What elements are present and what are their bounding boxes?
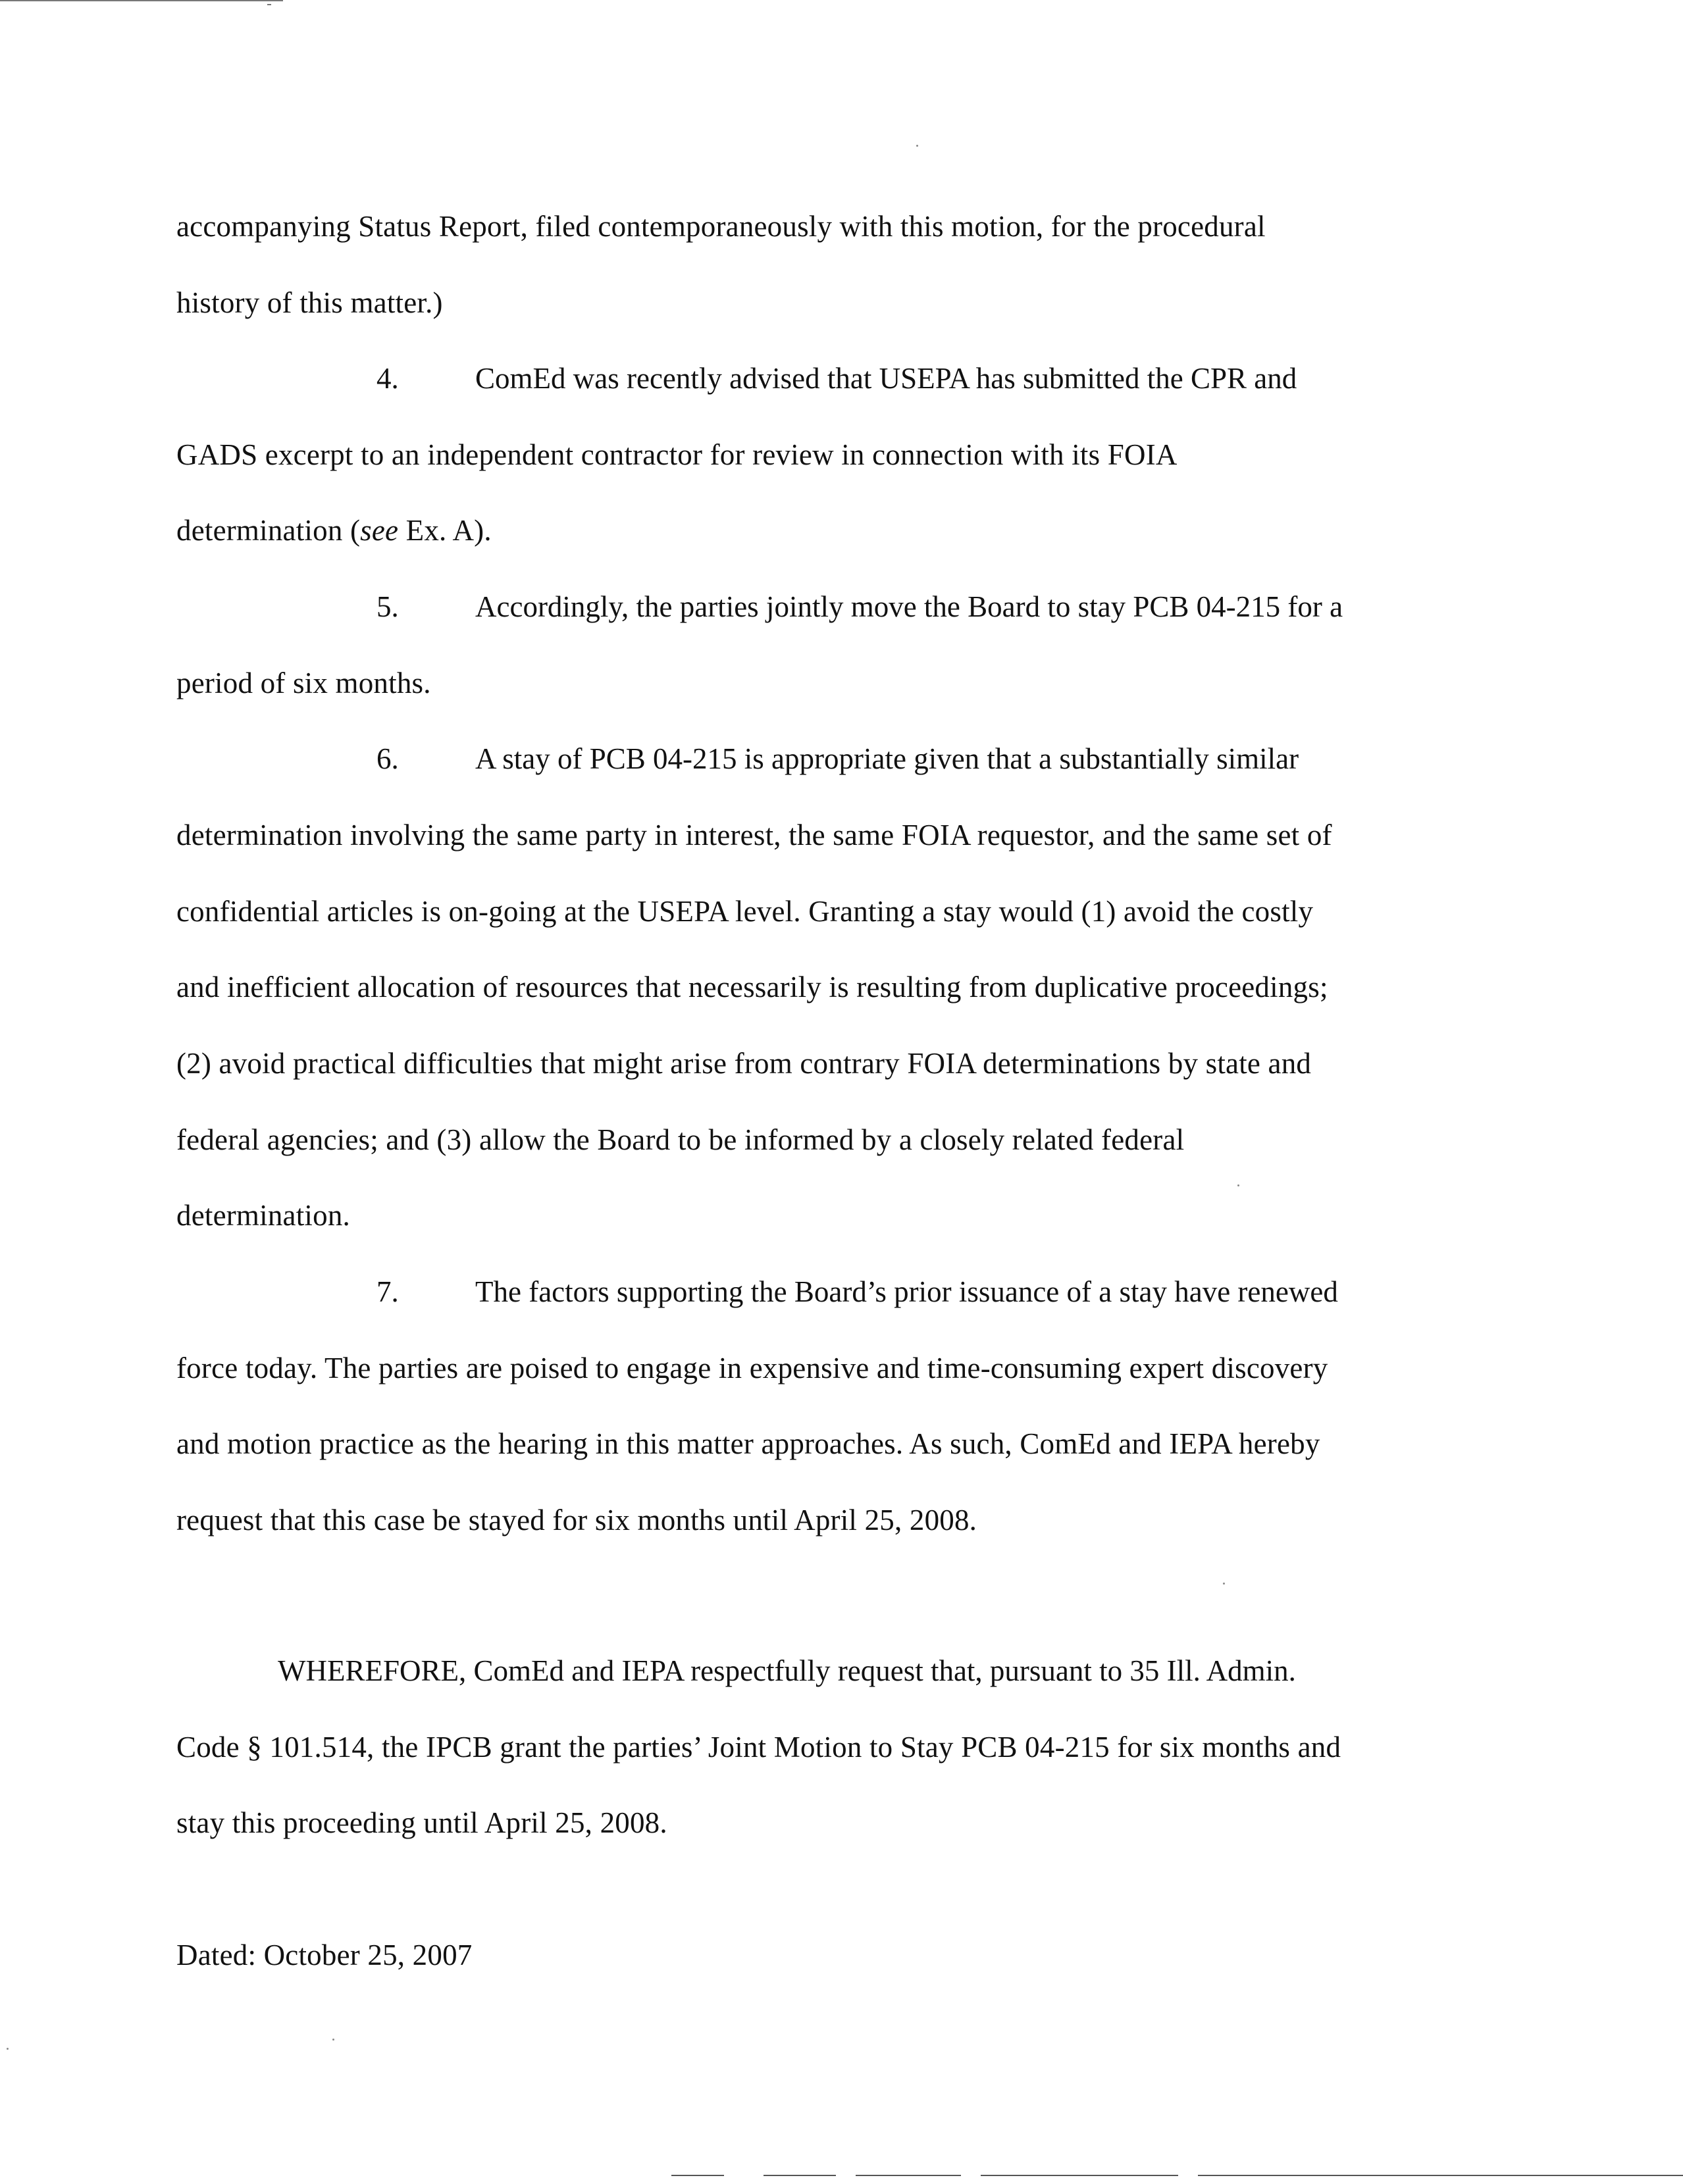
body-line: federal agencies; and (3) allow the Board to be informed by a closely related federal — [176, 1123, 1185, 1156]
paragraph-first-line: ComEd was recently advised that USEPA has submitted the CPR and — [475, 362, 1297, 395]
paragraph-number: 7. — [376, 1275, 399, 1308]
body-line: request that this case be stayed for six months until April 25, 2008. — [176, 1504, 977, 1536]
scan-speck — [916, 145, 918, 147]
body-line: Code § 101.514, the IPCB grant the parties’ Joint Motion to Stay PCB 04-215 for six months and — [176, 1731, 1341, 1764]
italic-citation-signal: see — [360, 514, 399, 547]
text-segment: Ex. A). — [398, 514, 492, 547]
body-line: GADS excerpt to an independent contractor for review in connection with its FOIA — [176, 438, 1178, 471]
scan-speck — [7, 2048, 9, 2050]
body-line: confidential articles is on-going at the USEPA level. Granting a stay would (1) avoid the costly — [176, 895, 1314, 928]
paragraph-number: 4. — [376, 362, 399, 395]
scan-rule — [671, 2175, 724, 2176]
body-line: determination involving the same party in interest, the same FOIA requestor, and the same set of — [176, 819, 1332, 851]
paragraph-number: 5. — [376, 590, 399, 623]
body-line: determination. — [176, 1199, 350, 1232]
scan-edge-tick — [267, 0, 271, 5]
scan-speck — [332, 2039, 334, 2041]
wherefore-first-line: WHEREFORE, ComEd and IEPA respectfully request that, pursuant to 35 Ill. Admin. — [278, 1654, 1296, 1687]
paragraph-first-line: A stay of PCB 04-215 is appropriate given that a substantially similar — [475, 742, 1299, 775]
body-line: history of this matter.) — [176, 286, 443, 319]
scan-speck — [1237, 1184, 1239, 1186]
body-line — [176, 512, 492, 549]
paragraph-number: 6. — [376, 742, 399, 775]
scan-rule — [1198, 2175, 1683, 2176]
paragraph-first-line: Accordingly, the parties jointly move the Board to stay PCB 04-215 for a — [475, 590, 1343, 623]
body-line: (2) avoid practical difficulties that might arise from contrary FOIA determinations by state and — [176, 1047, 1312, 1080]
scan-speck — [1223, 1583, 1225, 1585]
paragraph-first-line: The factors supporting the Board’s prior issuance of a stay have renewed — [475, 1275, 1338, 1308]
body-line: period of six months. — [176, 667, 431, 699]
body-line: and motion practice as the hearing in this matter approaches. As such, ComEd and IEPA hereby — [176, 1427, 1320, 1460]
body-line: force today. The parties are poised to engage in expensive and time-consuming expert discovery — [176, 1352, 1328, 1384]
body-line: and inefficient allocation of resources that necessarily is resulting from duplicative proceedings; — [176, 971, 1328, 1003]
dated-line: Dated: October 25, 2007 — [176, 1939, 473, 1971]
text-segment: determination ( — [176, 514, 361, 547]
scan-edge-mark — [0, 0, 283, 1]
scan-rule — [764, 2175, 836, 2176]
scan-rule — [981, 2175, 1178, 2176]
body-line: stay this proceeding until April 25, 2008. — [176, 1806, 667, 1839]
body-line: accompanying Status Report, filed contemporaneously with this motion, for the procedural — [176, 210, 1266, 243]
scan-rule — [856, 2175, 961, 2176]
